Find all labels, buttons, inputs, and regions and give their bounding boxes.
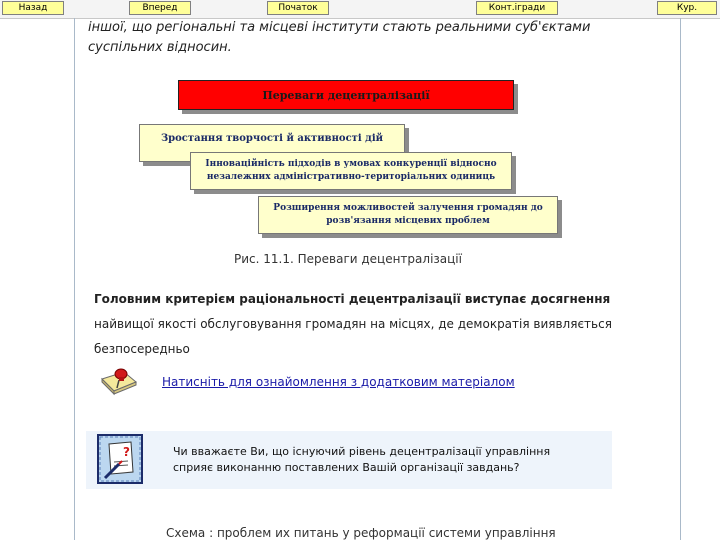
question-line-2: сприяє виконанню поставлених Вашій організації завдань? — [173, 461, 520, 474]
paragraph-line-2: найвищої якості обслуговування громадян на місцях, де демократія виявляється — [94, 317, 612, 331]
exit-button[interactable]: Кур. — [657, 1, 717, 15]
additional-material-link[interactable]: Натисніть для ознайомлення з додатковим матеріалом — [162, 375, 515, 389]
diagram-box-creativity: Зростання творчості й активності дій — [139, 124, 405, 162]
figure-caption: Рис. 11.1. Переваги децентралізації — [234, 252, 462, 266]
diagram-box-participation — [258, 196, 558, 234]
bottom-truncated-text: Схема : проблем их питань у реформації системи управління — [166, 526, 556, 540]
right-margin-rule — [680, 18, 681, 540]
diagram-box-participation-line-2: розв'язання місцевих проблем — [326, 216, 490, 226]
back-button[interactable]: Назад — [2, 1, 64, 15]
forward-button[interactable]: Вперед — [129, 1, 191, 15]
paragraph-line-3: безпосередньо — [94, 342, 190, 356]
start-button[interactable]: Початок — [267, 1, 329, 15]
question-text — [173, 444, 603, 476]
question-icon[interactable] — [97, 434, 143, 484]
diagram-box-participation-line-1: Розширення можливостей залучення громадян до — [273, 203, 543, 213]
pushpin-icon[interactable] — [100, 365, 138, 397]
contents-button[interactable]: Конт.ігради — [476, 1, 558, 15]
paragraph-line-1: Головним критерієм раціональності децентралізації виступає досягнення — [94, 292, 611, 306]
navigation-bar — [0, 0, 720, 19]
diagram-title-box: Переваги децентралізації — [178, 80, 514, 110]
diagram-box-innovation-line-2: незалежних адміністративно-територіальних одиниць — [206, 172, 496, 182]
intro-line-1: іншої, що регіональні та місцеві інститути стають реальними суб'єктами — [88, 20, 591, 35]
intro-line-2: суспільних відносин. — [88, 40, 232, 55]
question-line-1: Чи вважаєте Ви, що існуючий рівень децентралізації управління — [173, 445, 551, 458]
svg-text:?: ? — [123, 445, 130, 459]
diagram-box-innovation-line-1: Інноваційність підходів в умовах конкуренції відносно — [205, 159, 497, 169]
diagram-box-innovation — [190, 152, 512, 190]
left-margin-rule — [74, 18, 75, 540]
